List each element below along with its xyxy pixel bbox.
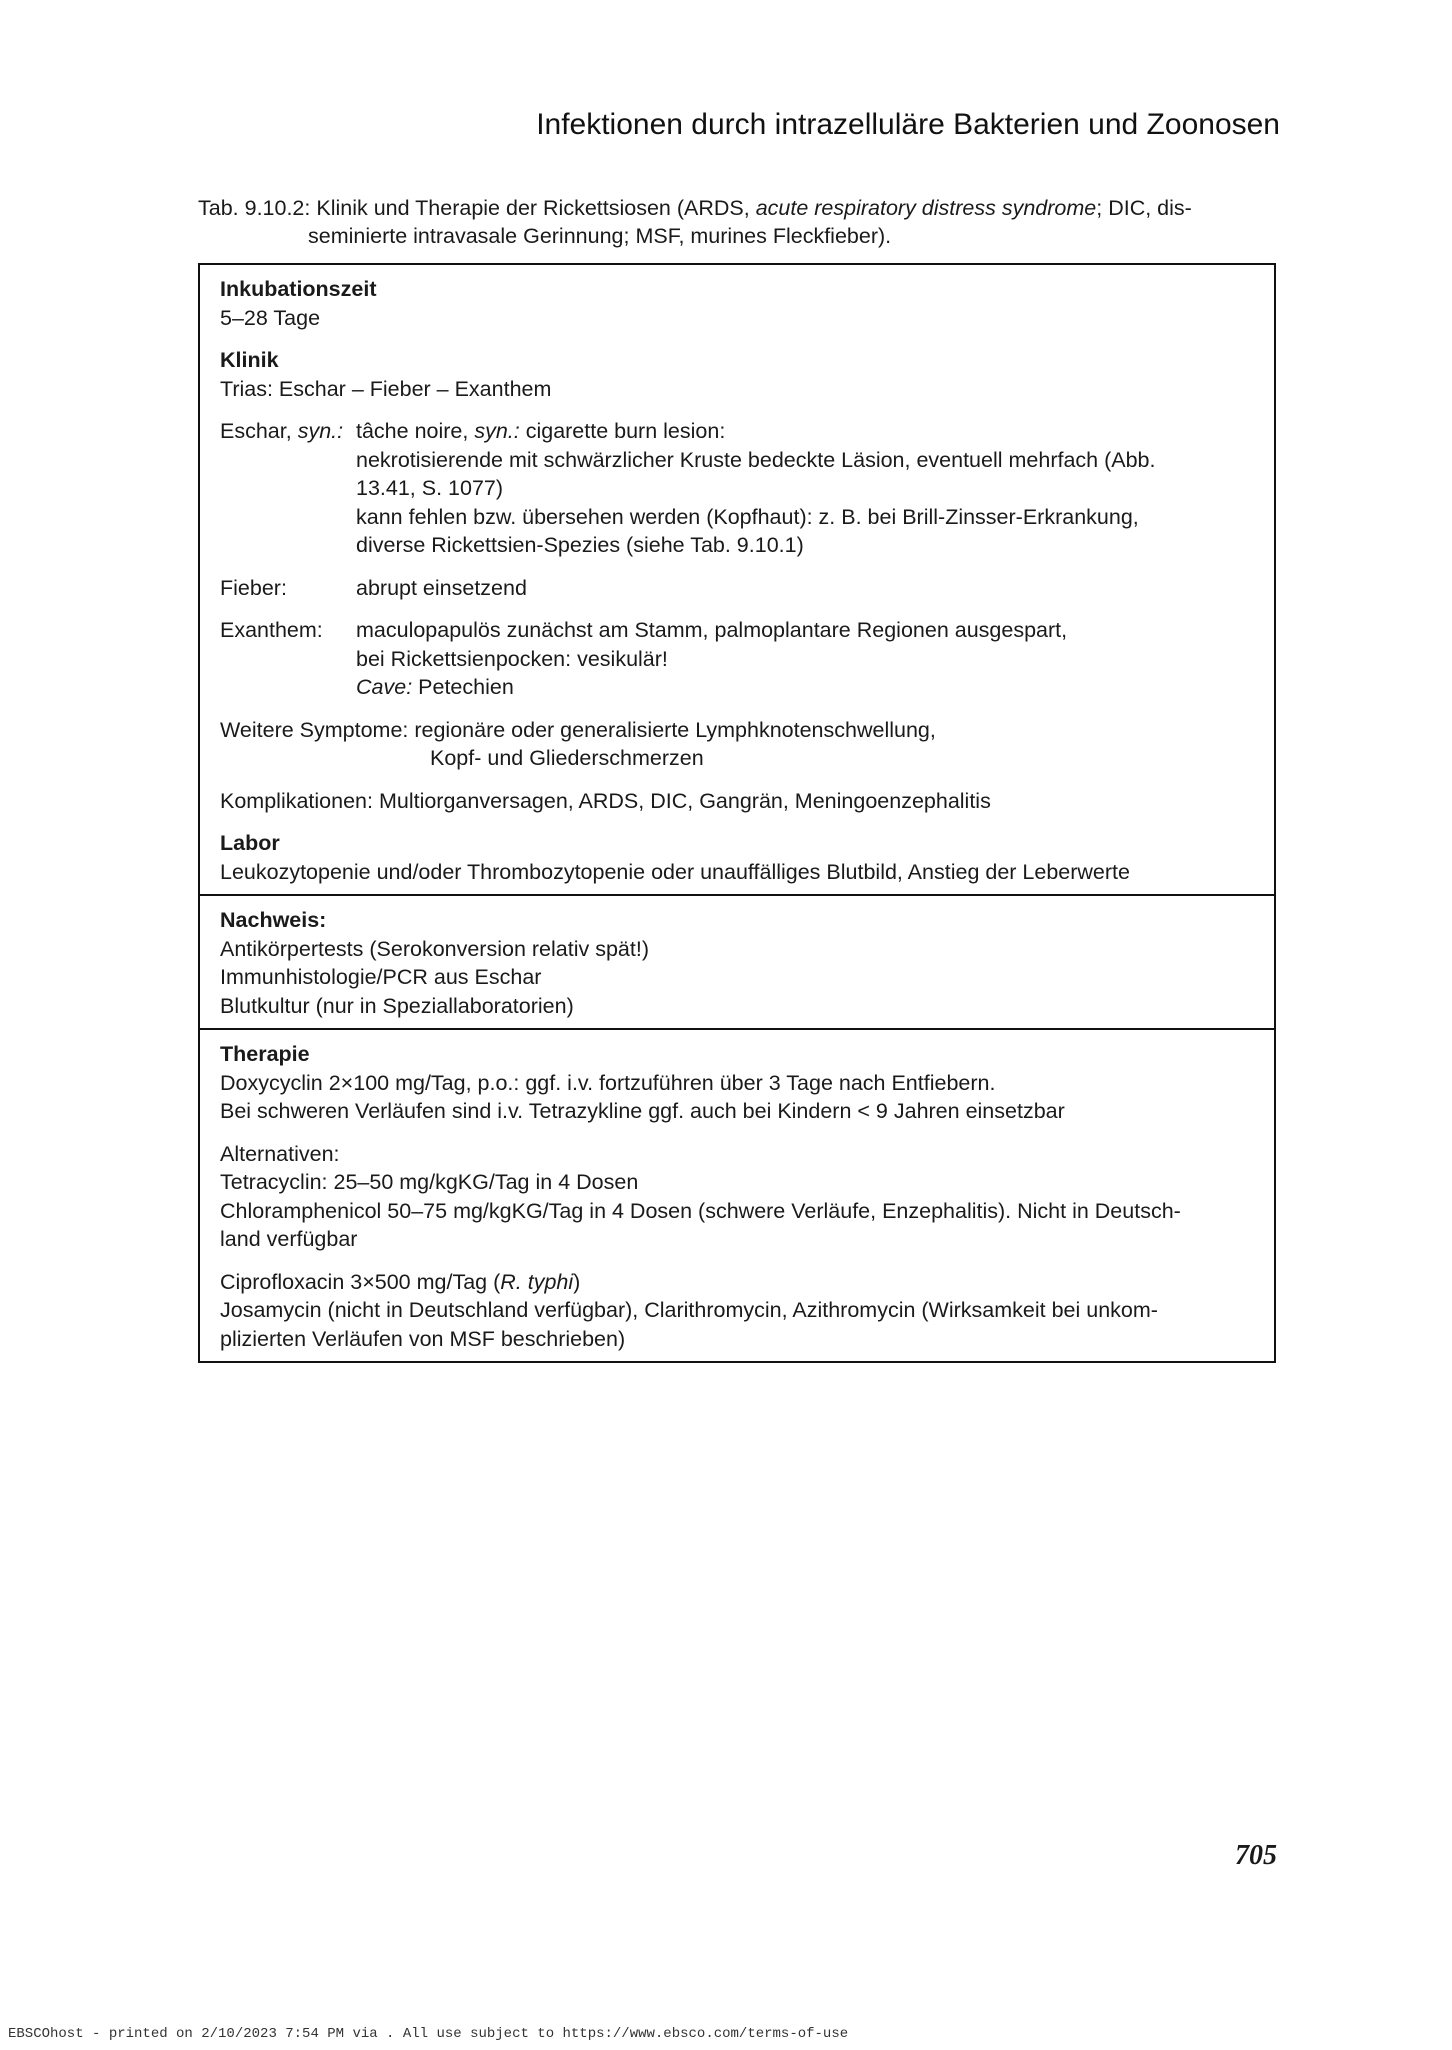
alternativen-line-1: Tetracyclin: 25–50 mg/kgKG/Tag in 4 Dosen [220,1170,639,1194]
inkubation-heading: Inkubationszeit [220,277,377,301]
section-therapie [200,1028,1274,1361]
therapie-line-1: Doxycyclin 2×100 mg/Tag, p.o.: ggf. i.v. fortzuführen über 3 Tage nach Entfiebern. [220,1070,996,1095]
weitere-symptome-line-2: Kopf- und Gliederschmerzen [430,746,704,770]
therapie-heading: Therapie [220,1042,310,1066]
caption-text-a: Klinik und Therapie der Rickettsiosen (ARDS, [310,196,756,220]
labor-value: Leukozytopenie und/oder Thrombozytopenie oder unauffälliges Blutbild, Anstieg der Leberwerte [220,859,1130,884]
caption-text-c: ; DIC, dis- [1096,196,1192,220]
eschar-row [220,417,1254,560]
nachweis-item: Antikörpertests (Serokonversion relativ spät!) [220,936,649,961]
caption-text-italic: acute respiratory distress syndrome [755,196,1097,220]
page-number: 705 [1235,1840,1277,1871]
klinik-heading: Klinik [220,348,279,372]
exanthem-row [220,616,1254,702]
therapie-line-2: Bei schweren Verläufen sind i.v. Tetrazykline ggf. auch bei Kindern < 9 Jahren einsetzbar [220,1099,1065,1123]
fieber-row [220,574,1254,603]
komplikationen: Komplikationen: Multiorganversagen, ARDS, DIC, Gangrän, Meningoenzephalitis [220,788,991,813]
caption-label: Tab. 9.10.2: [198,196,311,220]
caption-line-2: seminierte intravasale Gerinnung; MSF, murines Fleckfieber). [308,224,892,248]
labor-heading: Labor [220,831,280,855]
fieber-label: Fieber: [220,575,287,600]
alternativen-line-3: land verfügbar [220,1227,358,1251]
josamycin-line-1: Josamycin (nicht in Deutschland verfügbar), Clarithromycin, Azithromycin (Wirksamkeit bei unkom- [220,1298,1158,1322]
caption-line-1 [198,194,1276,222]
nachweis-item: Blutkultur (nur in Speziallaboratorien) [220,993,574,1018]
exanthem-label: Exanthem: [220,618,323,642]
rickettsiosis-table [198,263,1276,1363]
nachweis-heading: Nachweis: [220,908,327,932]
footer-notice: EBSCOhost - printed on 2/10/2023 7:54 PM via . All use subject to https://www.ebsco.com/terms-of-use [8,2026,849,2042]
fieber-value: abrupt einsetzend [356,575,527,600]
nachweis-item: Immunhistologie/PCR aus Eschar [220,965,542,989]
table-caption [198,194,1276,250]
section-klinik [200,265,1274,894]
eschar-label: Eschar, syn.: [220,419,344,443]
section-nachweis [200,894,1274,1028]
inkubation-value: 5–28 Tage [220,305,321,330]
josamycin-line-2: plizierten Verläufen von MSF beschrieben) [220,1326,626,1351]
eschar-value: tâche noire, syn.: cigarette burn lesion: nekrotisierende mit schwärzlicher Kruste bedeckte Läsion, eventuell mehrfach (Abb. 13.41, S. 1077) kann fehlen bzw. übersehen werden (Kopfhaut): z. B. bei Brill-Zinsser-Erkrankung, diverse Rickettsien-Spezies (siehe Tab. 9.10.1) [356,419,1156,557]
ciprofloxacin-line: Ciprofloxacin 3×500 mg/Tag (R. typhi) [220,1269,581,1294]
klinik-trias: Trias: Eschar – Fieber – Exanthem [220,376,552,401]
exanthem-value: maculopapulös zunächst am Stamm, palmoplantare Regionen ausgespart, bei Rickettsienpocken: vesikulär! Cave: Petechien [356,618,1068,699]
alternativen-heading: Alternativen: [220,1141,340,1166]
alternativen-line-2: Chloramphenicol 50–75 mg/kgKG/Tag in 4 Dosen (schwere Verläufe, Enzephalitis). Nicht in Deutsch- [220,1198,1181,1223]
weitere-symptome-line-1: Weitere Symptome: regionäre oder generalisierte Lymphknotenschwellung, [220,717,936,742]
running-header: Infektionen durch intrazelluläre Bakterien und Zoonosen [536,108,1280,141]
